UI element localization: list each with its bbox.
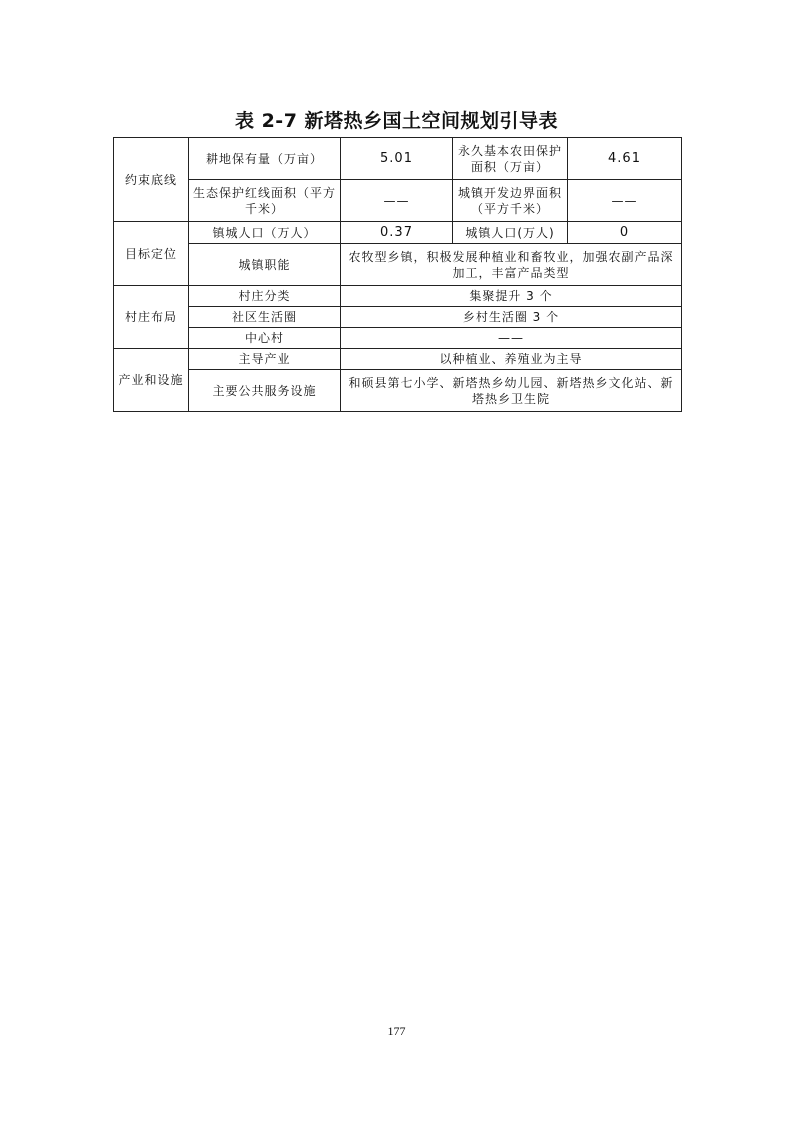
leading-industry-label: 主导产业: [189, 349, 341, 370]
table-title: 表 2-7 新塔热乡国土空间规划引导表: [234, 110, 559, 132]
function-label: 城镇职能: [189, 244, 341, 286]
town-pop-value: 0.37: [341, 222, 453, 244]
row-header-village: 村庄布局: [114, 286, 189, 349]
central-value: ——: [341, 328, 682, 349]
urban-pop-value: 0: [568, 222, 682, 244]
classification-value: 集聚提升 3 个: [341, 286, 682, 307]
eco-redline-value: ——: [341, 180, 453, 222]
urban-boundary-label: 城镇开发边界面积（平方千米）: [453, 180, 568, 222]
facilities-value: 和硕县第七小学、新塔热乡幼儿园、新塔热乡文化站、新塔热乡卫生院: [341, 370, 682, 412]
urban-boundary-value: ——: [568, 180, 682, 222]
central-label: 中心村: [189, 328, 341, 349]
classification-label: 村庄分类: [189, 286, 341, 307]
page-number: 177: [387, 1024, 406, 1038]
community-value: 乡村生活圈 3 个: [341, 307, 682, 328]
leading-industry-value: 以种植业、养殖业为主导: [341, 349, 682, 370]
town-pop-label: 镇城人口（万人）: [189, 222, 341, 244]
farmland-label: 耕地保有量（万亩）: [189, 138, 341, 180]
facilities-label: 主要公共服务设施: [189, 370, 341, 412]
eco-redline-label: 生态保护红线面积（平方千米）: [189, 180, 341, 222]
function-value: 农牧型乡镇，积极发展种植业和畜牧业，加强农副产品深加工，丰富产品类型: [341, 244, 682, 286]
community-label: 社区生活圈: [189, 307, 341, 328]
planning-guide-table: [113, 137, 682, 412]
basic-farmland-label: 永久基本农田保护面积（万亩）: [453, 138, 568, 180]
row-header-industry: 产业和设施: [114, 349, 189, 412]
farmland-value: 5.01: [341, 138, 453, 180]
row-header-constraint: 约束底线: [114, 138, 189, 222]
urban-pop-label: 城镇人口(万人): [453, 222, 568, 244]
row-header-target: 目标定位: [114, 222, 189, 286]
basic-farmland-value: 4.61: [568, 138, 682, 180]
